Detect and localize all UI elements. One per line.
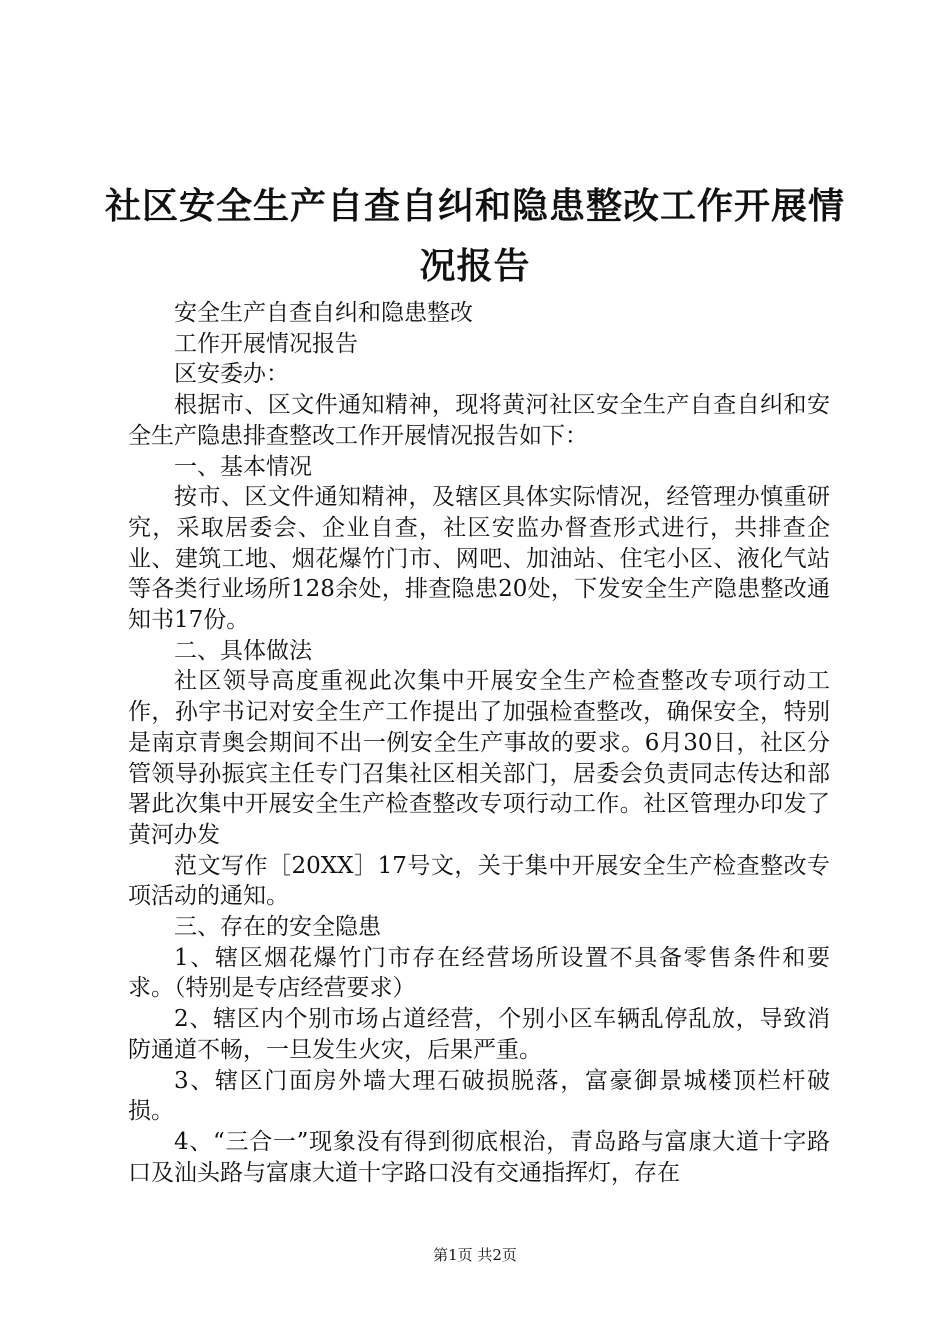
subtitle-line-2: 工作开展情况报告	[174, 330, 358, 357]
paragraph-practice: 社区领导高度重视此次集中开展安全生产检查整改专项行动工作，孙宇书记对安全生产工作提出了加强检查整改，确保安全，特别是南京青奥会期间不出一例安全生产事故的要求。6月30日，社区分管领导孙振宾主任专门召集社区相关部门，居委会负责同志传达和部署此次集中开展安全生产检查整改专项行动工作。社区管理办印发了黄河办发	[128, 668, 830, 848]
hazard-item-3: 3、辖区门面房外墙大理石破损脱落，富豪御景城楼顶栏杆破损。	[128, 1067, 830, 1125]
hazard-item-1: 1、辖区烟花爆竹门市存在经营场所设置不具备零售条件和要求。（特别是专店经营要求）	[128, 944, 830, 1002]
document-title-line-2: 况报告	[419, 246, 531, 287]
paragraph-notice: 范文写作［20XX］17号文，关于集中开展安全生产检查整改专项活动的通知。	[128, 852, 830, 910]
paragraph-basic-situation: 按市、区文件通知精神，及辖区具体实际情况，经管理办慎重研究，采取居委会、企业自查，社区安监办督查形式进行，共排查企业、建筑工地、烟花爆竹门市、网吧、加油站、住宅小区、液化气站等各类行业场所128余处，排查隐患20处，下发安全生产隐患整改通知书17份。	[128, 484, 830, 634]
document-body	[128, 298, 830, 1188]
intro-paragraph: 根据市、区文件通知精神，现将黄河社区安全生产自查自纠和安全生产隐患排查整改工作开展情况报告如下：	[128, 392, 830, 449]
hazard-item-2: 2、辖区内个别市场占道经营，个别小区车辆乱停乱放，导致消防通道不畅，一旦发生火灾，后果严重。	[128, 1006, 830, 1063]
addressee: 区安委办：	[174, 361, 289, 388]
section-heading-basic: 一、基本情况	[174, 453, 312, 480]
page-number-footer: 第1页 共2页	[433, 1246, 517, 1264]
document-title-line-1: 社区安全生产自查自纠和隐患整改工作开展情	[104, 186, 845, 227]
hazard-item-4: 4、“三合一”现象没有得到彻底根治，青岛路与富康大道十字路口及汕头路与富康大道十字路口没有交通指挥灯，存在	[128, 1128, 830, 1186]
subtitle-line-1: 安全生产自查自纠和隐患整改	[174, 300, 473, 326]
section-heading-hazards: 三、存在的安全隐患	[174, 914, 381, 941]
section-heading-practice: 二、具体做法	[174, 637, 312, 664]
